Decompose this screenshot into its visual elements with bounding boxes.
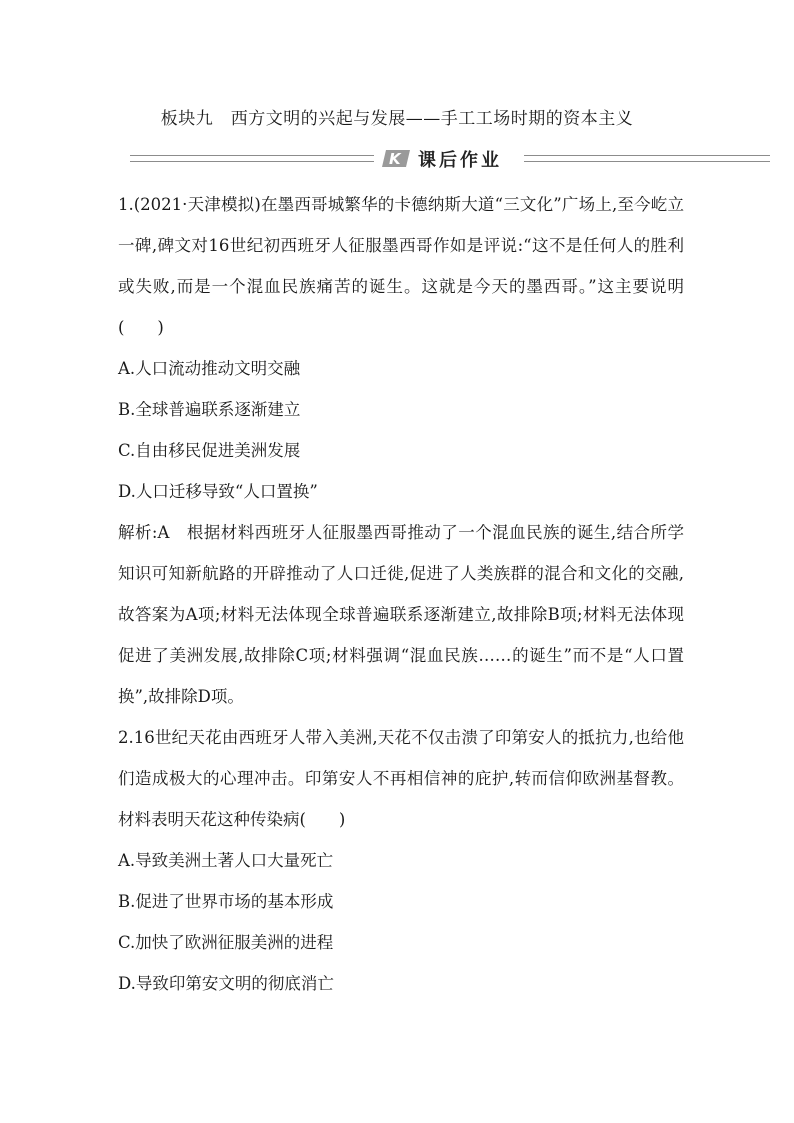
- section-label: 课后作业: [418, 150, 502, 171]
- question-stem: 1.(2021·天津模拟)在墨西哥城繁华的卡德纳斯大道“三文化”广场上,至今屹立一碑,碑文对16世纪初西班牙人征服墨西哥作如是评说:“这不是任何人的胜利或失败,而是一个混血民族痛苦的诞生。这就是今天的墨西哥。”这主要说明( ): [118, 195, 684, 337]
- content: [118, 184, 684, 1004]
- option-c: C.加快了欧洲征服美洲的进程: [118, 933, 334, 952]
- page-title: 板块九 西方文明的兴起与发展——手工工场时期的资本主义: [160, 109, 634, 129]
- banner-rule-left: [130, 155, 374, 162]
- option-b: B.全球普遍联系逐渐建立: [118, 400, 301, 419]
- option-d: D.导致印第安文明的彻底消亡: [118, 974, 334, 993]
- option-a: A.人口流动推动文明交融: [118, 359, 301, 378]
- option-c: C.自由移民促进美洲发展: [118, 441, 301, 460]
- svg-text:K: K: [389, 150, 401, 168]
- option-b: B.促进了世界市场的基本形成: [118, 892, 334, 911]
- banner-rule-right: [524, 155, 770, 162]
- analysis: 解析:A 根据材料西班牙人征服墨西哥推动了一个混血民族的诞生,结合所学知识可知新航路的开辟推动了人口迁徙,促进了人类族群的混合和文化的交融,故答案为A项;材料无法体现全球普遍联系逐渐建立,故排除B项;材料无法体现促进了美洲发展,故排除C项;材料强调“混血民族……的诞生”而不是“人口置换”,故排除D项。: [118, 523, 684, 706]
- option-d: D.人口迁移导致“人口置换”: [118, 482, 318, 501]
- question-stem: 2.16世纪天花由西班牙人带入美洲,天花不仅击溃了印第安人的抵抗力,也给他们造成极大的心理冲击。印第安人不再相信神的庇护,转而信仰欧洲基督教。材料表明天花这种传染病( ): [118, 728, 684, 829]
- question-2: [118, 717, 684, 1004]
- k-logo-icon: [382, 148, 410, 169]
- section-banner: [130, 146, 770, 172]
- question-1: [118, 184, 684, 717]
- option-a: A.导致美洲土著人口大量死亡: [118, 851, 334, 870]
